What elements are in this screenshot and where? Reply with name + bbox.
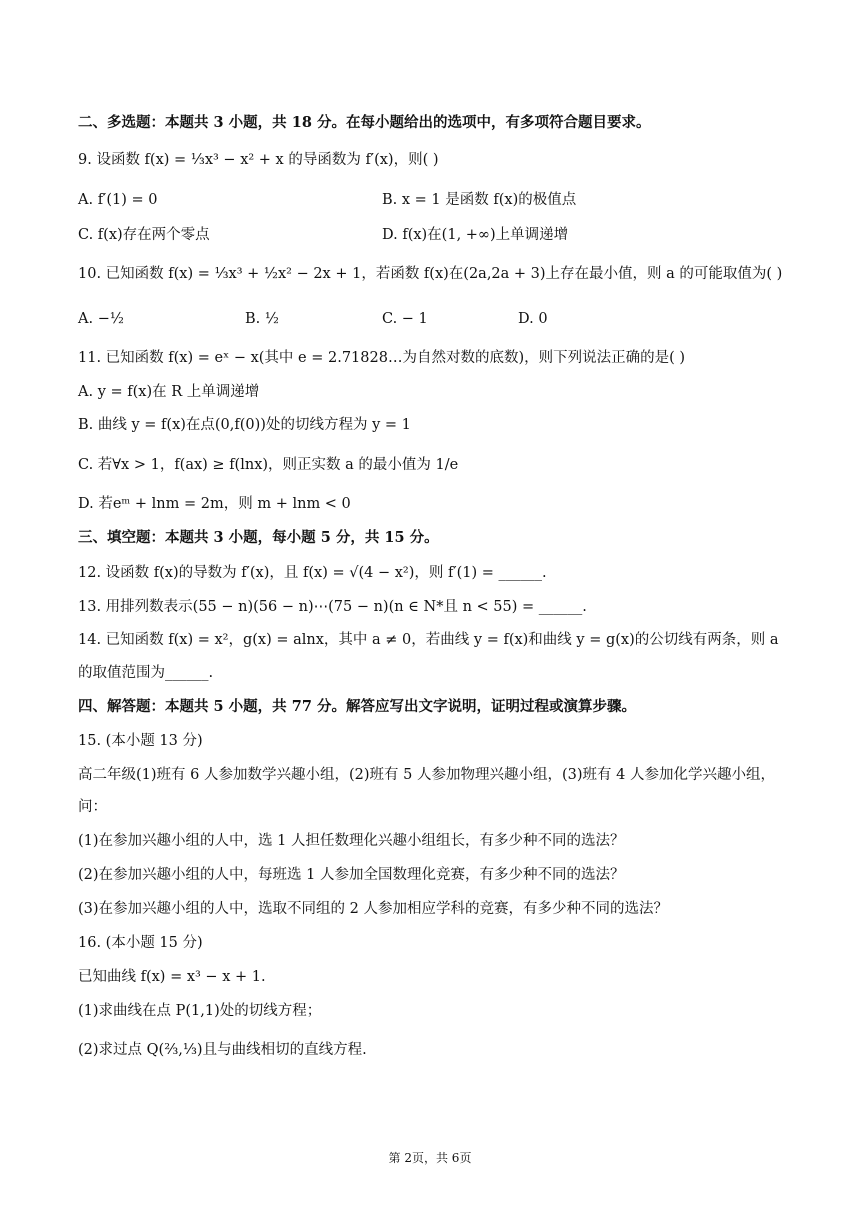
question-9-option-a: A. f′(1) = 0 [78, 192, 158, 208]
question-10-option-b: B. ½ [245, 311, 279, 327]
question-11-option-b: B. 曲线 y = f(x)在点(0,f(0))处的切线方程为 y = 1 [78, 417, 411, 433]
question-9-option-d: D. f(x)在(1, +∞)上单调递增 [382, 227, 569, 243]
question-15-part-2: (2)在参加兴趣小组的人中，每班选 1 人参加全国数理化竞赛，有多少种不同的选法？ [78, 867, 625, 883]
question-13: 13. 用排列数表示(55 − n)(56 − n)⋯(75 − n)(n ∈ N*且 n < 55) = ______. [78, 599, 587, 615]
question-11-option-a: A. y = f(x)在 R 上单调递增 [78, 384, 260, 400]
question-14-line-2: 的取值范围为______. [78, 665, 214, 681]
section-heading-fill-in: 三、填空题：本题共 3 小题，每小题 5 分，共 15 分。 [78, 529, 439, 546]
question-10-option-c: C. − 1 [382, 311, 428, 327]
question-14-line-1: 14. 已知函数 f(x) = x²，g(x) = alnx，其中 a ≠ 0，若曲线 y = f(x)和曲线 y = g(x)的公切线有两条，则 a [78, 632, 779, 648]
question-15-body-line-1: 高二年级(1)班有 6 人参加数学兴趣小组，(2)班有 5 人参加物理兴趣小组，(3)班有 4 人参加化学兴趣小组， [78, 767, 775, 783]
section-heading-solutions: 四、解答题：本题共 5 小题，共 77 分。解答应写出文字说明，证明过程或演算步骤。 [78, 698, 636, 715]
question-11-option-d: D. 若eᵐ + lnm = 2m，则 m + lnm < 0 [78, 496, 351, 512]
question-15-heading: 15. (本小题 13 分) [78, 733, 203, 749]
question-11-stem: 11. 已知函数 f(x) = eˣ − x(其中 e = 2.71828…为自然对数的底数)，则下列说法正确的是( ) [78, 350, 686, 366]
question-12: 12. 设函数 f(x)的导数为 f′(x)，且 f(x) = √(4 − x²)，则 f′(1) = ______. [78, 565, 547, 581]
question-10-stem: 10. 已知函数 f(x) = ⅓x³ + ½x² − 2x + 1，若函数 f(x)在(2a,2a + 3)上存在最小值，则 a 的可能取值为( ) [78, 266, 783, 282]
question-16-part-2: (2)求过点 Q(⅔,⅓)且与曲线相切的直线方程. [78, 1042, 367, 1058]
section-heading-multiple-choice: 二、多选题：本题共 3 小题，共 18 分。在每小题给出的选项中，有多项符合题目要求。 [78, 114, 651, 131]
question-9-option-b: B. x = 1 是函数 f(x)的极值点 [382, 192, 577, 208]
question-16-body: 已知曲线 f(x) = x³ − x + 1. [78, 969, 266, 985]
question-15-body-line-2: 问： [78, 799, 107, 815]
question-10-option-d: D. 0 [518, 311, 548, 327]
question-10-option-a: A. −½ [78, 311, 124, 327]
question-15-part-1: (1)在参加兴趣小组的人中，选 1 人担任数理化兴趣小组组长，有多少种不同的选法？ [78, 833, 625, 849]
question-11-option-c: C. 若∀x > 1，f(ax) ≥ f(lnx)，则正实数 a 的最小值为 1/e [78, 457, 459, 473]
question-16-part-1: (1)求曲线在点 P(1,1)处的切线方程； [78, 1003, 322, 1019]
question-15-part-3: (3)在参加兴趣小组的人中，选取不同组的 2 人参加相应学科的竞赛，有多少种不同的选法？ [78, 901, 668, 917]
question-16-heading: 16. (本小题 15 分) [78, 935, 203, 951]
page-footer: 第 2页，共 6页 [388, 1151, 472, 1165]
question-9-option-c: C. f(x)存在两个零点 [78, 227, 210, 243]
question-9-stem: 9. 设函数 f(x) = ⅓x³ − x² + x 的导函数为 f′(x)，则( ) [78, 152, 439, 168]
